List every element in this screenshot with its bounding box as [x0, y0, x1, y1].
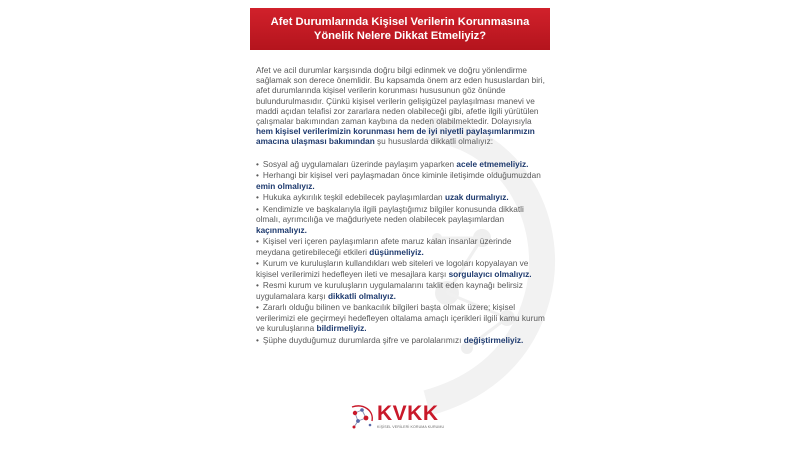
list-item-text: Hukuka aykırılık teşkil edebilecek paylaşımlardan [262, 193, 445, 203]
list-item-text: Kendimizle ve başkalarıyla ilgili paylaştığımız bilgiler konusunda dikkatli olmalı, ayrımcılığa ve mağduriyete neden olabilecek paylaşımlardan [256, 205, 524, 225]
list-item-text: Resmi kurum ve kuruluşların uygulamalarını taklit eden kaynağı belirsiz uygulamalara karşı [256, 281, 523, 301]
list-item [256, 171, 546, 191]
list-item-highlight: sorgulayıcı olmalıyız. [448, 269, 532, 279]
intro-text: Afet ve acil durumlar karşısında doğru bilgi edinmek ve doğru yönlendirme sağlamak son derece önemlidir. Bu kapsamda önem arz eden hususlardan biri, afet durumlarında kişisel verilerin korunması hususunun göz önünde bulundurulmasıdır. Çünkü kişisel verilerin gelişigüzel paylaşılması manevi ve maddi açıdan telafisi zor zararlara neden olabileceği gibi, afetle ilgili yürütülen çalışmalar bakımından zaman kaybına da neden olabilmektedir. Dolayısıyla [256, 66, 545, 127]
list-item [256, 193, 546, 203]
list-item-highlight: acele etmemeliyiz. [456, 159, 529, 169]
list-item [256, 336, 546, 346]
kvkk-logo [348, 401, 460, 431]
bullet-dot: • [256, 259, 259, 269]
title-banner [250, 8, 550, 50]
bullet-dot: • [256, 205, 259, 215]
bullet-dot: • [256, 171, 259, 181]
intro-tail: şu hususlarda dikkatli olmalıyız: [374, 137, 494, 147]
title-line-1: Afet Durumlarında Kişisel Verilerin Korunmasına [270, 16, 530, 28]
list-item-text: Sosyal ağ uygulamaları üzerinde paylaşım yaparken [262, 159, 457, 169]
list-item-text: Zararlı olduğu bilinen ve bankacılık bilgileri başta olmak üzere; kişisel verilerimizi ele geçirmeyi hedefleyen oltalama amaçlı içerikleri ilgili kamu kurum ve kuruluşlarına [256, 303, 545, 333]
list-item-highlight: dikkatli olmalıyız. [328, 291, 396, 301]
document-page [237, 8, 563, 442]
logo-subtitle: KİŞİSEL VERİLERİ KORUMA KURUMU [377, 425, 445, 429]
logo-network-icon [348, 401, 376, 431]
list-item-text: Kişisel veri içeren paylaşımların afete maruz kalan insanlar üzerinde meydana getirebileceği etkileri [256, 237, 512, 257]
list-item-highlight: değiştirmeliyiz. [463, 335, 524, 345]
intro-paragraph [256, 66, 546, 148]
logo-wordmark: KVKK [377, 402, 439, 425]
list-item [256, 303, 546, 334]
bullet-dot: • [256, 237, 259, 247]
list-item-highlight: bildirmeliyiz. [316, 323, 367, 333]
list-item-highlight: düşünmeliyiz. [369, 247, 424, 257]
bullet-dot: • [256, 303, 259, 313]
list-item-highlight: emin olmalıyız. [256, 181, 315, 191]
body-text [256, 66, 546, 347]
bullet-dot: • [256, 281, 259, 291]
advice-list [256, 160, 546, 346]
list-item-text: Şüphe duyduğumuz durumlarda şifre ve parolalarımızı [262, 335, 464, 345]
list-item [256, 237, 546, 257]
list-item [256, 205, 546, 236]
list-item [256, 160, 546, 170]
title-line-2: Yönelik Nelere Dikkat Etmeliyiz? [313, 30, 487, 42]
bullet-dot: • [256, 193, 259, 203]
bullet-dot: • [256, 159, 259, 169]
list-item-highlight: kaçınmalıyız. [256, 225, 307, 235]
list-item [256, 259, 546, 279]
bullet-dot: • [256, 335, 259, 345]
intro-highlight: hem kişisel verilerimizin korunması hem de iyi niyetli paylaşımlarımızın amacına ulaşması bakımından [256, 127, 535, 147]
list-item [256, 281, 546, 301]
list-item-text: Herhangi bir kişisel veri paylaşmadan önce kiminle iletişimde olduğumuzdan [262, 171, 541, 181]
list-item-highlight: uzak durmalıyız. [444, 193, 509, 203]
list-item-text: Kurum ve kuruluşların kullandıkları web siteleri ve logoları kopyalayan ve kişisel verilerimizi hedefleyen ileti ve mesajlara karşı [256, 259, 529, 279]
